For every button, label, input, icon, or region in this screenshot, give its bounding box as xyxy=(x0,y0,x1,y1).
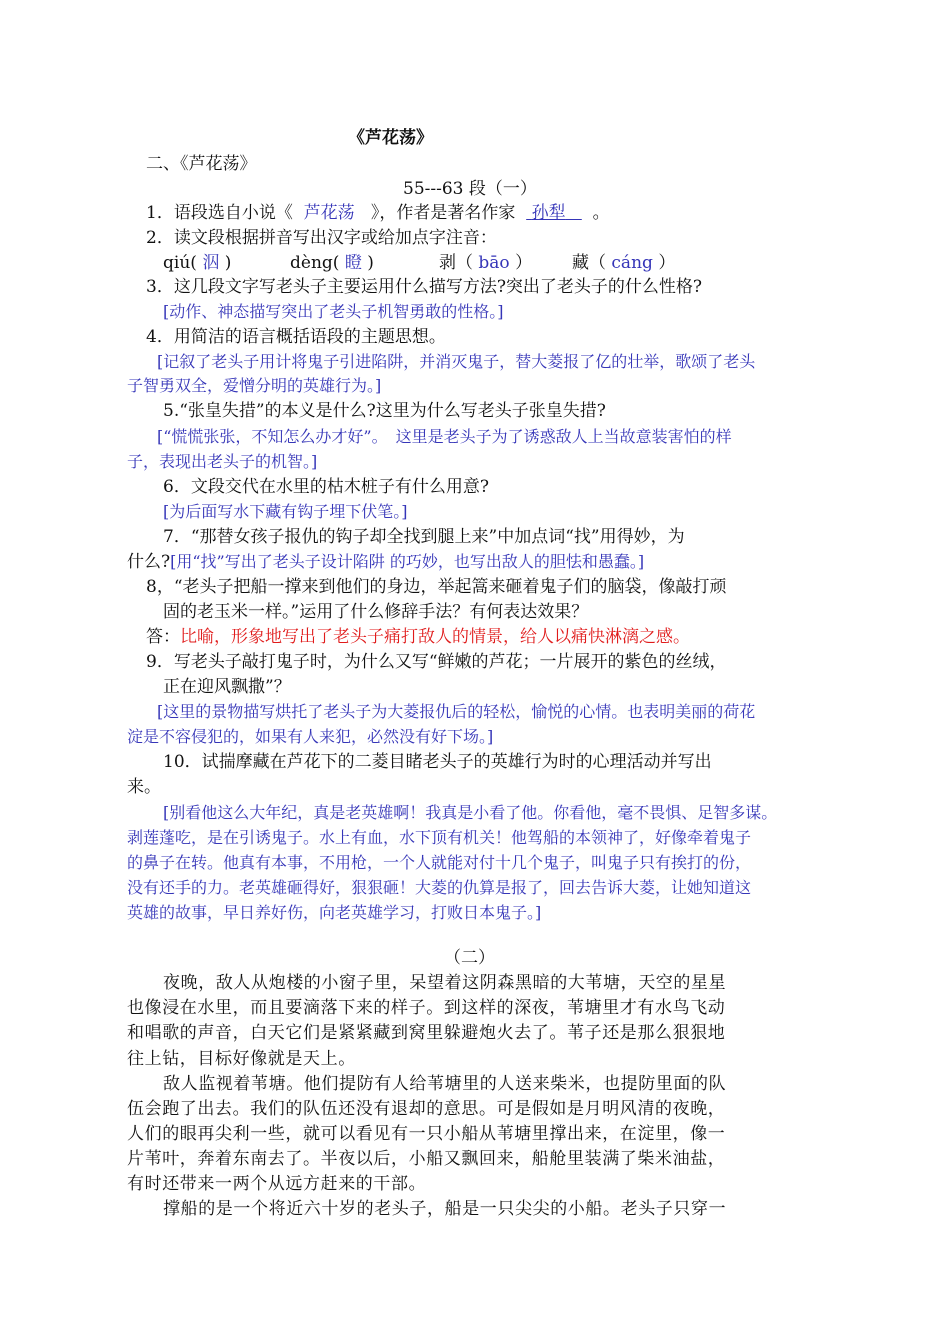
q8-answer: 答：比喻，形象地写出了老头子痛打敌人的情景，给人以痛快淋漓之感。 xyxy=(146,627,690,647)
q3-answer: [动作、神态描写突出了老头子机智勇敢的性格。] xyxy=(163,302,504,321)
q5-answer-line-1: [“慌慌张张，不知怎么办才好”。 这里是老头子为了诱惑敌人上当故意装害怕的样 xyxy=(157,427,732,446)
q2-item-1: qiú( 泅 ) xyxy=(163,253,232,273)
question-9-line-2: 正在迎风飘撒”？ xyxy=(163,677,291,697)
q1-mid: 》，作者是著名作家 xyxy=(370,203,516,223)
passage-line-7: 人们的眼再尖利一些，就可以看见有一只小船从苇塘里撑出来，在淀里，像一 xyxy=(127,1124,726,1144)
q2-item-3: 剥（ bāo ） xyxy=(439,253,533,273)
q2-item-4: 藏（ cáng ） xyxy=(572,253,676,273)
passage-line-2: 也像浸在水里，而且要滴落下来的样子。到这样的深夜，苇塘里才有水鸟飞动 xyxy=(127,998,726,1018)
question-10-line-1: 10．试揣摩藏在芦花下的二菱目睹老头子的英雄行为时的心理活动并写出 xyxy=(163,752,712,772)
q4-answer-line-2: 子智勇双全，爱憎分明的英雄行为。] xyxy=(127,376,382,395)
question-1 xyxy=(146,201,610,225)
q6-answer: [为后面写水下藏有钩子埋下伏笔。] xyxy=(163,502,408,521)
passage-line-1: 夜晚，敌人从炮楼的小窗子里，呆望着这阴森黑暗的大苇塘，天空的星星 xyxy=(163,973,727,993)
q7-answer: [用“找”写出了老头子设计陷阱 的巧妙，也写出敌人的胆怯和愚蠢。] xyxy=(170,552,645,571)
section-label: 二、《芦花荡》 xyxy=(146,154,257,174)
q9-answer-line-1: [这里的景物描写烘托了老头子为大菱报仇后的轻松，愉悦的心情。也表明美丽的荷花 xyxy=(157,702,756,721)
q10-answer-line-2: 剥莲蓬吃，是在引诱鬼子。水上有血，水下顶有机关！他驾船的本领神了，好像牵着鬼子 xyxy=(127,828,752,847)
passage-line-10: 撑船的是一个将近六十岁的老头子，船是一只尖尖的小船。老头子只穿一 xyxy=(163,1199,727,1219)
question-9-line-1: 9．写老头子敲打鬼子时，为什么又写“鲜嫩的芦花；一片展开的紫色的丝绒， xyxy=(146,652,727,672)
question-7-line-1: 7．“那替女孩子报仇的钩子却全找到腿上来”中加点词“找”用得妙，为 xyxy=(163,527,685,547)
passage-line-5: 敌人监视着苇塘。他们提防有人给苇塘里的人送来柴米，也提防里面的队 xyxy=(163,1074,727,1094)
question-2: 2．读文段根据拼音写出汉字或给加点字注音： xyxy=(146,228,497,248)
q10-answer-line-4: 没有还手的力。老英雄砸得好，狠狠砸！大菱的仇算是报了，回去告诉大菱，让她知道这 xyxy=(127,878,752,897)
part1-subtitle: 55---63 段（一） xyxy=(403,179,537,199)
passage-line-6: 伍会跑了出去。我们的队伍还没有退却的意思。可是假如是月明风清的夜晚， xyxy=(127,1099,726,1119)
q9-answer-line-2: 淀是不容侵犯的，如果有人来犯，必然没有好下场。] xyxy=(127,727,494,746)
q5-answer-line-2: 子，表现出老头子的机智。] xyxy=(127,452,318,471)
question-4: 4．用简洁的语言概括语段的主题思想。 xyxy=(146,327,446,347)
passage-line-4: 往上钻，目标好像就是天上。 xyxy=(127,1049,356,1069)
question-7-line-2: 什么?[用“找”写出了老头子设计陷阱 的巧妙，也写出敌人的胆怯和愚蠢。] xyxy=(127,552,645,572)
question-10-line-2: 来。 xyxy=(127,777,161,797)
q1-end: 。 xyxy=(592,203,610,223)
passage-line-9: 有时还带来一两个从远方赶来的干部。 xyxy=(127,1174,427,1194)
question-8-line-2: 固的老玉米一样。”运用了什么修辞手法？有何表达效果？ xyxy=(163,602,589,622)
passage-line-3: 和唱歌的声音，白天它们是紧紧藏到窝里躲避炮火去了。苇子还是那么狠狠地 xyxy=(127,1023,726,1043)
q10-answer-line-5: 英雄的故事，早日养好伤，向老英雄学习，打败日本鬼子。] xyxy=(127,903,542,922)
passage-line-8: 片苇叶，奔着东南去了。半夜以后，小船又飘回来，船舱里装满了柴米油盐， xyxy=(127,1149,726,1169)
q2-item-2: dèng( 瞪 ) xyxy=(290,253,374,273)
q10-answer-line-1: [别看他这么大年纪，真是老英雄啊！我真是小看了他。你看他，毫不畏惧、足智多谋。 xyxy=(163,803,778,822)
part2-subtitle: （二） xyxy=(444,948,495,968)
question-3: 3．这几段文字写老头子主要运用什么描写方法?突出了老头子的什么性格? xyxy=(146,277,703,297)
q1-book-answer: 芦花荡 xyxy=(303,203,355,223)
q1-prefix: 1．语段选自小说《 xyxy=(146,203,293,223)
question-5: 5.“张皇失措”的本义是什么?这里为什么写老头子张皇失措? xyxy=(163,401,606,421)
page-title: 《芦花荡》 xyxy=(348,128,433,148)
q1-author-answer: 孙犁 xyxy=(531,203,566,223)
q4-answer-line-1: [记叙了老头子用计将鬼子引进陷阱，并消灭鬼子，替大菱报了亿的壮举，歌颂了老头 xyxy=(157,352,756,371)
q10-answer-line-3: 的鼻子在转。他真有本事，不用枪，一个人就能对付十几个鬼子，叫鬼子只有挨打的份， xyxy=(127,853,752,872)
question-8-line-1: 8，“老头子把船一撑来到他们的身边，举起篙来砸着鬼子们的脑袋，像敲打顽 xyxy=(146,577,727,597)
question-6: 6．文段交代在水里的枯木桩子有什么用意? xyxy=(163,477,489,497)
